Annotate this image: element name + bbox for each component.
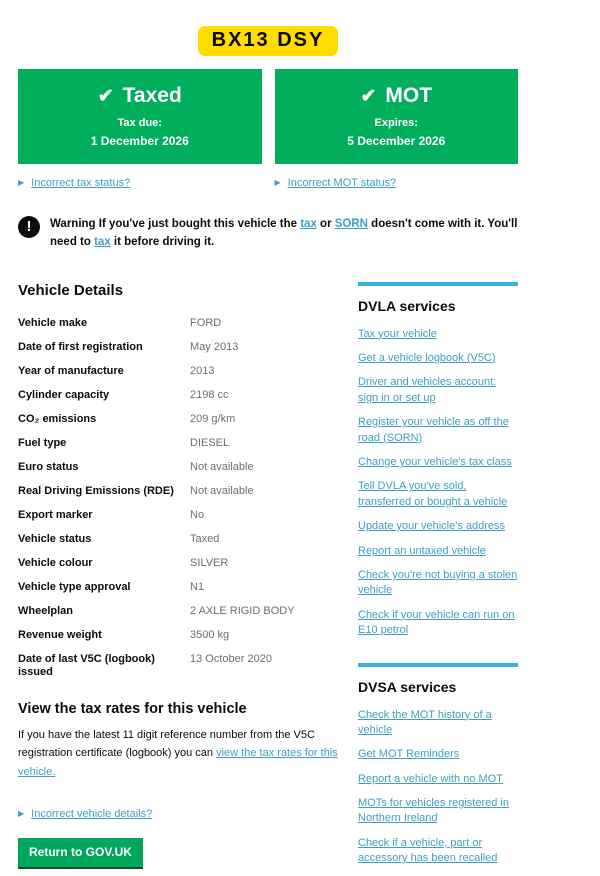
detail-value: 13 October 2020: [190, 652, 272, 665]
vehicle-detail-row: [18, 365, 352, 378]
dvla-service-link[interactable]: Update your vehicle's address: [358, 520, 506, 533]
dvla-service-link[interactable]: Check you're not buying a stolen vehicle: [358, 568, 518, 597]
status-panels: [18, 69, 518, 164]
view-tax-rates-link[interactable]: view the tax rates for this vehicle.: [18, 747, 338, 779]
dvla-services-title: DVLA services: [358, 297, 456, 314]
disclosure-arrow-icon: ▶: [18, 177, 25, 187]
tax-rates-title: View the tax rates for this vehicle: [18, 700, 247, 717]
detail-label: Vehicle make: [18, 316, 88, 329]
detail-label: Date of first registration: [18, 340, 143, 353]
detail-label: Vehicle status: [18, 532, 92, 545]
tax-due-date: 1 December 2026: [90, 133, 189, 148]
dvla-service-link[interactable]: Tell DVLA you've sold, transferred or bought a vehicle: [358, 480, 508, 508]
tax-due-label: Tax due:: [117, 116, 162, 129]
detail-value: SILVER: [190, 556, 229, 569]
dvla-service-link[interactable]: Check if your vehicle can run on E10 petrol: [358, 608, 515, 637]
vehicle-detail-row: [18, 509, 352, 522]
return-to-govuk-button[interactable]: Return to GOV.UK: [18, 838, 143, 867]
incorrect-mot-status-link[interactable]: Incorrect MOT status?: [287, 176, 397, 189]
sorn-link[interactable]: SORN: [334, 217, 368, 230]
detail-label: Wheelplan: [18, 604, 74, 617]
dvla-service-link[interactable]: Register your vehicle as off the road (SORN): [358, 416, 509, 444]
dvsa-services-title: DVSA services: [358, 678, 457, 695]
detail-label: CO₂ emissions: [18, 412, 97, 425]
registration-plate: BX13 DSY: [198, 26, 339, 56]
incorrect-vehicle-details-link[interactable]: Incorrect vehicle details?: [31, 807, 153, 820]
warning-segment: Warning If you've just bought this vehicle the: [50, 217, 301, 230]
vehicle-detail-row: [18, 605, 352, 618]
incorrect-tax-status-link[interactable]: Incorrect tax status?: [31, 176, 131, 189]
dvla-service-link[interactable]: Get a vehicle logbook (V5C): [358, 352, 496, 365]
dvsa-service-link[interactable]: Check the MOT history of a vehicle: [358, 708, 492, 736]
check-icon: ✔: [360, 86, 377, 107]
warning-segment: doesn't come with it. You'll need to: [50, 217, 518, 249]
vehicle-detail-row: [18, 317, 352, 330]
vehicle-detail-row: [18, 341, 352, 354]
detail-label: Cylinder capacity: [18, 388, 110, 401]
vehicle-detail-row: [18, 437, 352, 450]
vehicle-detail-row: [18, 557, 352, 570]
mot-status-title: [281, 84, 513, 108]
dvla-service-link[interactable]: Tax your vehicle: [358, 327, 437, 340]
warning-segment: or: [316, 217, 335, 230]
detail-value: May 2013: [190, 340, 239, 353]
disclosure-arrow-icon: ▶: [18, 808, 25, 818]
tax-status-label: Taxed: [122, 84, 182, 107]
dvla-service-link[interactable]: Change your vehicle's tax class: [358, 456, 512, 469]
detail-label: Vehicle type approval: [18, 580, 131, 593]
services-sidebar: [358, 282, 518, 876]
vehicle-detail-row: [18, 653, 352, 679]
detail-label: Year of manufacture: [18, 364, 124, 377]
detail-label: Revenue weight: [18, 628, 102, 641]
vehicle-detail-row: [18, 533, 352, 546]
vehicle-detail-row: [18, 629, 352, 642]
check-icon: ✔: [97, 86, 114, 107]
mot-expires-date: 5 December 2026: [347, 133, 446, 148]
detail-value: Taxed: [190, 532, 220, 545]
vehicle-detail-row: [18, 461, 352, 474]
detail-label: Vehicle colour: [18, 556, 93, 569]
dvsa-services-section: [358, 663, 518, 867]
detail-value: 2 AXLE RIGID BODY: [190, 604, 295, 617]
status-details-row: [18, 173, 518, 191]
dvsa-service-link[interactable]: Report a vehicle with no MOT: [358, 772, 503, 785]
detail-value: 209 g/km: [190, 412, 236, 425]
tax-link[interactable]: tax: [300, 217, 317, 230]
mot-status-label: MOT: [385, 84, 433, 107]
detail-value: Not available: [190, 484, 254, 497]
tax-rates-paragraph: [18, 726, 352, 782]
dvsa-service-link[interactable]: Get MOT Reminders: [358, 748, 460, 761]
dvla-services-links: [358, 327, 518, 639]
detail-label: Date of last V5C (logbook) issued: [18, 652, 155, 678]
dvsa-service-link[interactable]: MOTs for vehicles registered in Northern Ireland: [358, 797, 509, 825]
detail-value: 3500 kg: [190, 628, 230, 641]
detail-label: Fuel type: [18, 436, 67, 449]
detail-value: 2198 cc: [190, 388, 229, 401]
detail-value: No: [190, 508, 205, 521]
detail-label: Export marker: [18, 508, 93, 521]
dvsa-services-links: [358, 708, 518, 867]
detail-value: 2013: [190, 364, 215, 377]
detail-value: DIESEL: [190, 436, 230, 449]
warning-text: [50, 215, 518, 252]
detail-value: FORD: [190, 316, 222, 329]
page-container: [18, 0, 518, 876]
vehicle-detail-row: [18, 485, 352, 498]
plate-row: [18, 26, 518, 56]
vehicle-details-title: Vehicle Details: [18, 281, 124, 299]
warning-segment: it before driving it.: [110, 236, 215, 249]
warning-exclamation-icon: !: [18, 216, 40, 238]
tax-link[interactable]: tax: [94, 236, 111, 249]
warning-notice: [18, 215, 518, 252]
incorrect-vehicle-details-row: [18, 804, 352, 822]
tax-rates-text: If you have the latest 11 digit reference number from the V5C registration certificate (logbook) you can: [18, 728, 315, 760]
dvla-service-link[interactable]: Driver and vehicles account: sign in or set up: [358, 376, 497, 404]
tax-status-panel: [18, 69, 262, 164]
vehicle-detail-row: [18, 581, 352, 594]
dvla-services-section: [358, 282, 518, 639]
main-columns: [18, 282, 518, 876]
mot-status-panel: [275, 69, 519, 164]
dvla-service-link[interactable]: Report an untaxed vehicle: [358, 544, 486, 557]
dvsa-service-link[interactable]: Check if a vehicle, part or accessory has been recalled: [358, 836, 498, 865]
detail-label: Euro status: [18, 460, 79, 473]
detail-label: Real Driving Emissions (RDE): [18, 484, 174, 497]
detail-value: Not available: [190, 460, 254, 473]
vehicle-details-table: [18, 317, 352, 679]
tax-status-title: [24, 84, 256, 108]
vehicle-details-column: [18, 282, 352, 876]
disclosure-arrow-icon: ▶: [274, 177, 281, 187]
detail-value: N1: [190, 580, 205, 593]
mot-expires-label: Expires:: [374, 116, 418, 129]
vehicle-detail-row: [18, 389, 352, 402]
vehicle-detail-row: [18, 413, 352, 426]
